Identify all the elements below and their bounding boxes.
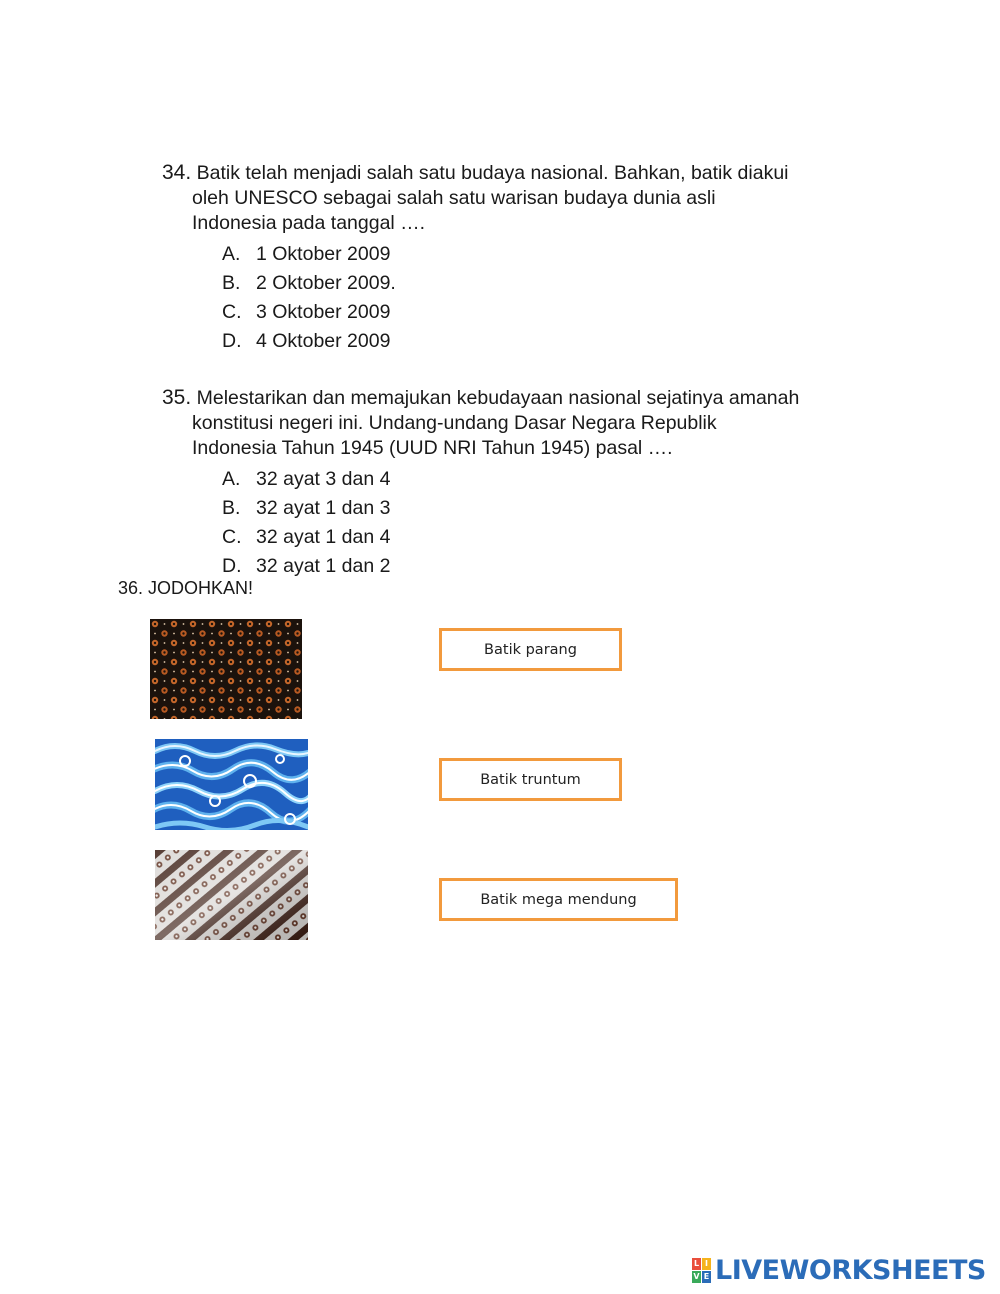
batik-mega-mendung-image[interactable] (155, 739, 308, 830)
option-b: B. 2 Oktober 2009. (222, 272, 396, 294)
options-list (162, 240, 789, 356)
truntum-pattern (150, 619, 302, 719)
parang-pattern (155, 850, 308, 940)
batik-parang-image[interactable] (155, 850, 308, 940)
question-number: 35. (162, 386, 192, 409)
liveworksheets-logo (692, 1256, 986, 1284)
batik-truntum-image[interactable] (150, 619, 302, 719)
option-c: C. 3 Oktober 2009 (222, 301, 391, 323)
option-c: C. 32 ayat 1 dan 4 (222, 526, 391, 548)
question-text-line: Indonesia pada tanggal …. (192, 212, 426, 234)
answer-box-batik-parang[interactable]: Batik parang (439, 628, 622, 671)
question-text-line: Melestarikan dan memajukan kebudayaan nasional sejatinya amanah (196, 387, 800, 409)
question-text-line: konstitusi negeri ini. Undang-undang Dasar Negara Republik (192, 412, 717, 434)
question-text-line: oleh UNESCO sebagai salah satu warisan budaya dunia asli (192, 187, 716, 209)
logo-text: LIVEWORKSHEETS (715, 1254, 986, 1286)
question-34 (162, 160, 789, 356)
question-number: 34. (162, 161, 192, 184)
option-a: A. 32 ayat 3 dan 4 (222, 468, 391, 490)
answer-box-batik-mega-mendung[interactable]: Batik mega mendung (439, 878, 678, 921)
option-a: A. 1 Oktober 2009 (222, 243, 391, 265)
question-35 (162, 385, 799, 581)
answer-box-batik-truntum[interactable]: Batik truntum (439, 758, 622, 801)
matching-title: 36. JODOHKAN! (118, 578, 254, 598)
option-d: D. 32 ayat 1 dan 2 (222, 555, 391, 577)
logo-mark-icon: L I V E (693, 1258, 710, 1281)
options-list (162, 465, 799, 581)
option-b: B. 32 ayat 1 dan 3 (222, 497, 391, 519)
question-text-line: Batik telah menjadi salah satu budaya nasional. Bahkan, batik diakui (196, 162, 789, 184)
question-text-line: Indonesia Tahun 1945 (UUD NRI Tahun 1945) pasal …. (192, 437, 673, 459)
option-d: D. 4 Oktober 2009 (222, 330, 391, 352)
mega-mendung-pattern (155, 739, 308, 830)
